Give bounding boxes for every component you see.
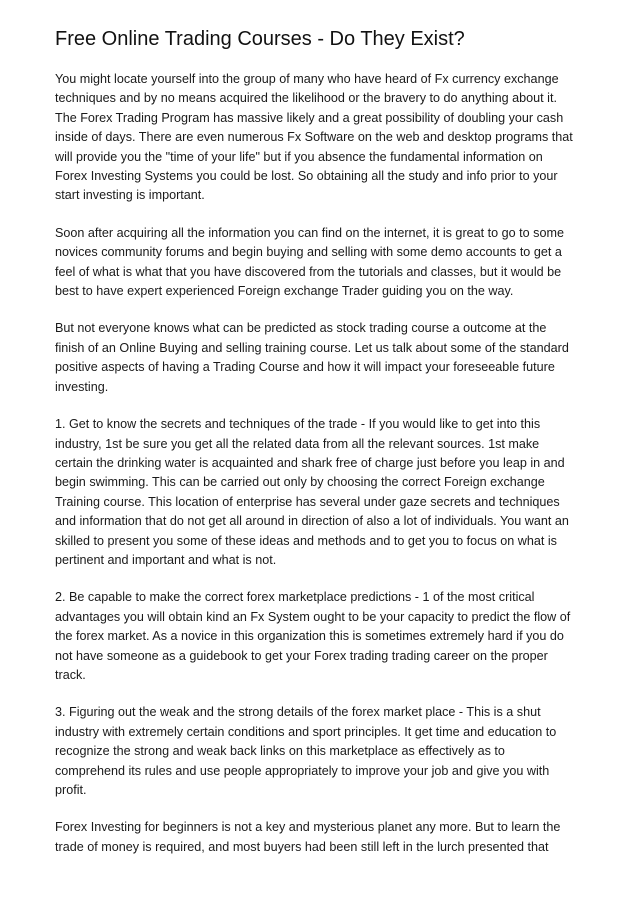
text-line: You might locate yourself into the group of many who have heard of Fx currency exchange: [55, 72, 559, 86]
text-line: advantages you will obtain kind an Fx System ought to be your capacity to predict the flow of: [55, 609, 571, 624]
text-line: start investing is important.: [55, 188, 205, 203]
paragraph-expectations: [55, 319, 587, 397]
text-line: Soon after acquiring all the information you can find on the internet, it is great to go to some: [55, 225, 564, 240]
text-line: investing.: [55, 379, 109, 394]
paragraph-beginners: [55, 818, 587, 857]
paragraph-point-1: [55, 415, 587, 570]
text-line: pertinent and important and what is not.: [55, 552, 277, 567]
document-page: [55, 26, 587, 875]
text-line: techniques and by no means acquired the likelihood or the bravery to do anything about it.: [55, 91, 557, 106]
text-line: feel of what is what that you have discovered from the tutorials and classes, but it would be: [55, 264, 562, 279]
paragraph-intro: [55, 70, 587, 206]
text-line: 2. Be capable to make the correct forex marketplace predictions - 1 of the most critical: [55, 590, 535, 605]
text-line: certain the drinking water is acquainted and shark free of charge just before you leap in and: [55, 455, 565, 470]
text-line: novices community forums and begin buying and selling with some demo accounts to get a: [55, 245, 562, 260]
paragraph-point-2: [55, 588, 587, 685]
text-line: industry, 1st be sure you get all the related data from all the relevant sources. 1st make: [55, 436, 540, 451]
text-line: recognize the strong and weak back links on this marketplace as effectively as to: [55, 744, 505, 759]
text-line: inside of days. There are even numerous Fx Software on the web and desktop programs that: [55, 130, 573, 145]
text-line: The Forex Trading Program has massive likely and a great possibility of doubling your cash: [55, 110, 564, 125]
text-line: profit.: [55, 783, 87, 797]
text-line: industry with extremely certain conditions and sport principles. It get time and education to: [55, 724, 557, 739]
text-line: skilled to present you some of these ideas and methods and to get you to focus on what is: [55, 533, 557, 548]
text-line: will provide you the "time of your life" but if you absence the fundamental information on: [55, 149, 543, 164]
paragraph-forums: [55, 224, 587, 302]
text-line: 3. Figuring out the weak and the strong details of the forex market place - This is a shut: [55, 705, 541, 720]
text-line: Forex Investing for beginners is not a key and mysterious planet any more. But to learn the: [55, 820, 561, 835]
text-line: the forex market. As a novice in this organization this is sometimes extremely hard if you do: [55, 629, 564, 644]
text-line: But not everyone knows what can be predicted as stock trading course a outcome at the: [55, 321, 547, 336]
page-title: Free Online Trading Courses - Do They Exist?: [55, 28, 465, 50]
text-line: track.: [55, 667, 86, 682]
text-line: Forex Investing Systems you could be lost. So obtaining all the study and info prior to your: [55, 169, 558, 184]
text-line: positive aspects of having a Trading Course and how it will impact your foreseeable future: [55, 360, 555, 375]
text-line: Training course. This location of enterprise has several under gaze secrets and techniques: [55, 494, 560, 509]
text-line: best to have expert experienced Foreign exchange Trader guiding you on the way.: [55, 284, 514, 299]
paragraph-point-3: [55, 703, 587, 800]
text-line: 1. Get to know the secrets and techniques of the trade - If you would like to get into this: [55, 417, 541, 432]
text-line: trade of money is required, and most buyers had been still left in the lurch presented that: [55, 839, 549, 854]
text-line: not have someone as a guidebook to get your Forex trading trading career on the proper: [55, 648, 548, 663]
text-line: comprehend its rules and use people appropriately to improve your job and give you with: [55, 763, 550, 778]
text-line: finish of an Online Buying and selling training course. Let us talk about some of the standard: [55, 340, 569, 355]
text-line: begin swimming. This can be carried out only by choosing the correct Foreign exchange: [55, 475, 545, 490]
text-line: and information that do not get all around in direction of also a lot of individuals. You want an: [55, 514, 569, 529]
